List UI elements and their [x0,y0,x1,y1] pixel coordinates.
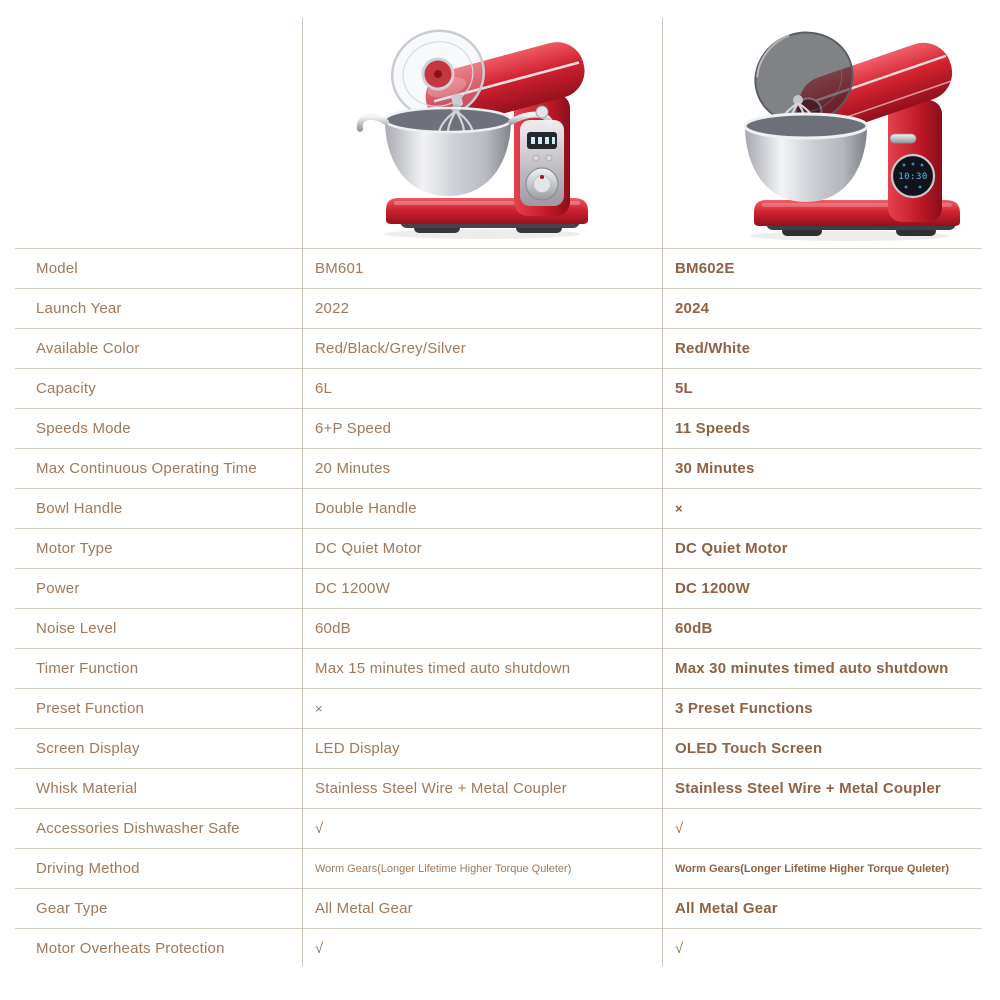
control-panel [520,106,564,206]
spec-label: Motor Type [36,540,113,557]
spec-row [15,408,982,448]
spec-value-bm602e: 30 Minutes [675,460,755,477]
spec-value-bm601: BM601 [315,260,364,277]
spec-value-bm602e: 3 Preset Functions [675,700,813,717]
spec-row [15,768,982,808]
spec-label: Gear Type [36,900,108,917]
spec-row [15,688,982,728]
spec-value-bm602e: 11 Speeds [675,420,751,437]
spec-label: Motor Overheats Protection [36,940,225,957]
spec-label: Power [36,580,80,597]
spec-row [15,528,982,568]
spec-value-bm601: 6L [315,380,333,397]
spec-label: Max Continuous Operating Time [36,460,257,477]
spec-value-bm602e: Max 30 minutes timed auto shutdown [675,660,949,677]
spec-label: Available Color [36,340,140,357]
spec-value-bm601: 60dB [315,620,351,637]
spec-value-bm601: Stainless Steel Wire + Metal Coupler [315,780,567,797]
spec-value-bm602e: DC Quiet Motor [675,540,788,557]
spec-value-bm602e: Worm Gears(Longer Lifetime Higher Torque Quleter) [675,862,950,875]
spec-value-bm602e: × [675,501,683,516]
spec-row [15,848,982,888]
spec-value-bm602e: Stainless Steel Wire + Metal Coupler [675,780,941,797]
spec-label: Accessories Dishwasher Safe [36,820,240,837]
spec-value-bm601: LED Display [315,740,400,757]
spec-value-bm601: DC Quiet Motor [315,540,422,557]
spec-label: Noise Level [36,620,117,637]
spec-label: Speeds Mode [36,420,131,437]
spec-label: Driving Method [36,860,140,877]
spec-row [15,288,982,328]
spec-row [15,648,982,688]
spec-value-bm601: × [315,701,323,716]
spec-value-bm602e: 5L [675,380,693,397]
spec-row [15,488,982,528]
spec-value-bm601: √ [315,820,324,837]
spec-label: Launch Year [36,300,122,317]
spec-label: Timer Function [36,660,139,677]
bm602e-product-image [700,8,1000,243]
spec-value-bm601: Double Handle [315,500,417,517]
spec-label: Preset Function [36,700,145,717]
spec-value-bm601: Max 15 minutes timed auto shutdown [315,660,571,677]
spec-value-bm602e: √ [675,820,684,837]
spec-label: Model [36,260,78,277]
spec-value-bm601: 20 Minutes [315,460,391,477]
spec-row [15,368,982,408]
spec-row [15,928,982,968]
product-image-band [0,0,1000,248]
spec-value-bm601: 2022 [315,300,350,317]
spec-row [15,608,982,648]
spec-value-bm601: DC 1200W [315,580,390,597]
spec-value-bm602e: Red/White [675,340,751,357]
spec-row [15,888,982,928]
spec-row [15,728,982,768]
bm601-product-image [330,8,630,243]
spec-row [15,568,982,608]
spec-value-bm601: Worm Gears(Longer Lifetime Higher Torque Quleter) [315,862,572,875]
spec-row [15,808,982,848]
spec-value-bm601: Red/Black/Grey/Silver [315,340,466,357]
spec-row [15,328,982,368]
spec-row [15,248,982,288]
spec-value-bm601: All Metal Gear [315,900,413,917]
spec-value-bm602e: 2024 [675,300,710,317]
spec-value-bm602e: BM602E [675,260,735,277]
spec-value-bm602e: √ [675,940,684,957]
spec-row [15,448,982,488]
spec-label: Capacity [36,380,96,397]
spec-label: Whisk Material [36,780,138,797]
spec-label: Bowl Handle [36,500,123,517]
spec-value-bm601: √ [315,940,324,957]
spec-value-bm602e: All Metal Gear [675,900,778,917]
screen-digits: 10:30 [898,172,928,182]
spec-value-bm602e: DC 1200W [675,580,750,597]
spec-table [15,248,982,968]
spec-value-bm602e: 60dB [675,620,713,637]
spec-value-bm602e: OLED Touch Screen [675,740,823,757]
spec-label: Screen Display [36,740,140,757]
spec-value-bm601: 6+P Speed [315,420,392,437]
